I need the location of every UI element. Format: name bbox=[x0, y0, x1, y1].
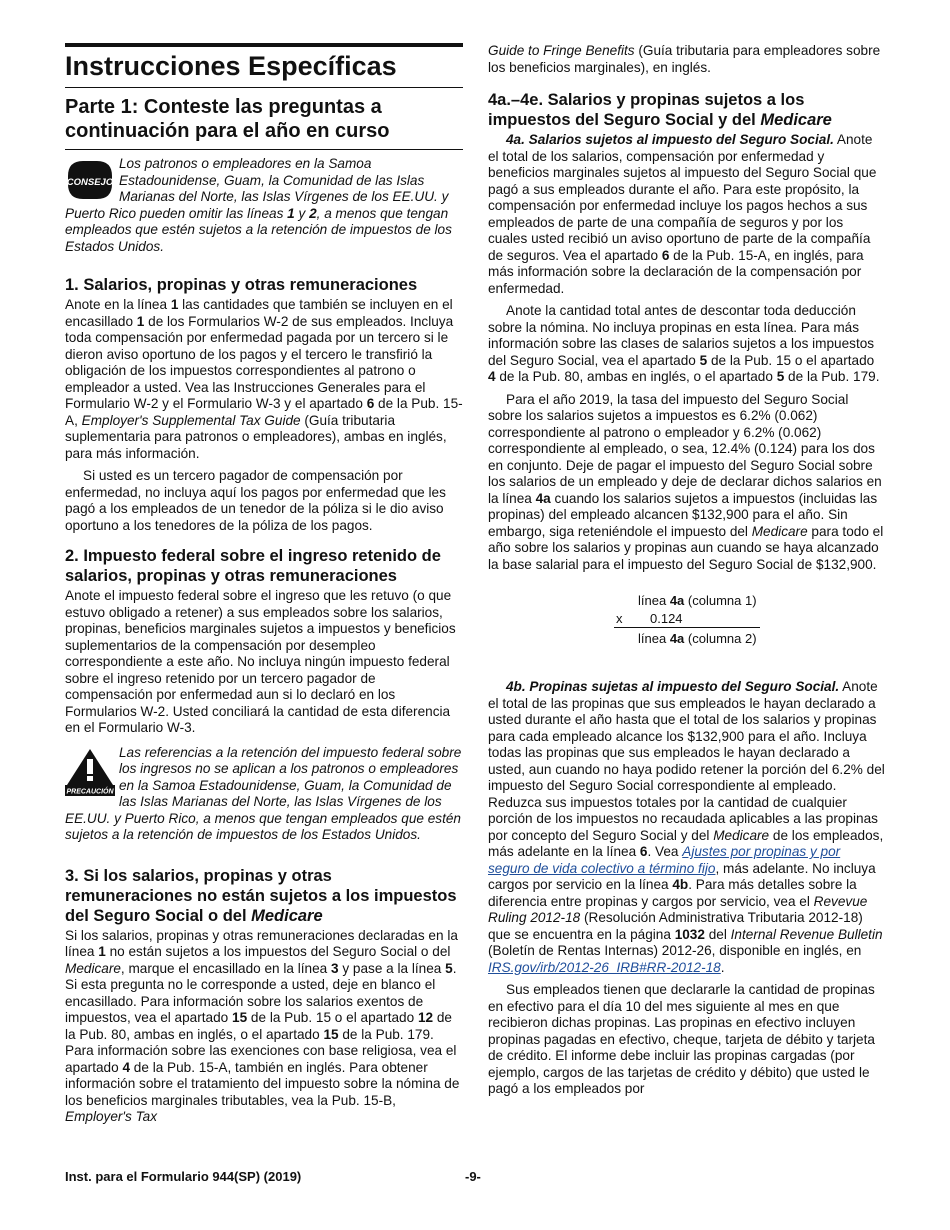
tip-line-2: 2 bbox=[309, 205, 317, 221]
section-3-continuation: Guide to Fringe Benefits (Guía tributaria para empleadores sobre los beneficios marginales), en inglés. bbox=[488, 43, 881, 75]
left-column bbox=[65, 0, 463, 1132]
caution-icon bbox=[65, 747, 115, 797]
tip-text: Los patronos o empleadores en la Samoa Estadounidense, Guam, la Comunidad de las Islas Marianas del Norte, las Islas Vírgenes de los EE.UU. y Puerto Rico pueden omitir las líneas bbox=[65, 156, 449, 221]
tip-icon bbox=[65, 158, 115, 202]
tip-note bbox=[65, 156, 463, 255]
calc-row-3: línea 4a (columna 2) bbox=[638, 631, 757, 646]
section-4a-paragraph-2: Anote la cantidad total antes de descontar toda deducción sobre la nómina. No incluya propinas en esta línea. Para más información sobre las clases de salarios sujetos a los impuestos del Seguro Social, vea el apartado 5 de la Pub. 15 o el apartado 4 de la Pub. 80, ambas en inglés, o el apartado 5 de la Pub. 179. bbox=[488, 303, 880, 384]
caution-note bbox=[65, 745, 463, 844]
part-divider bbox=[65, 149, 463, 150]
title-divider bbox=[65, 87, 463, 88]
section-1-paragraph-2: Si usted es un tercero pagador de compensación por enfermedad, no incluya aquí los pagos por enfermedad que les pagó a los empleados de un tenedor de la póliza si le dio aviso oportuno a los tenedores de la póliza de los pagos. bbox=[65, 468, 446, 533]
tip-end: , a menos que tengan empleados que estén sujetos a la retención de impuestos de los Estados Unidos. bbox=[65, 205, 452, 254]
section-3-paragraph-1: Si los salarios, propinas y otras remuneraciones declaradas en la línea 1 no están sujetos a los impuestos del Seguro Social o del Medicare, marque el encasillado en la línea 3 y pase a la línea 5. Si esta pregunta no le corresponde a usted, deje en blanco el encasillado. Para información sobre los salarios exentos de impuestos, vea el apartado 15 de la Pub. 15 o el apartado 12 de la Pub. 80, ambas en inglés, o el apartado 15 de la Pub. 179. Para información sobre las exenciones con base religiosa, vea el apartado 4 de la Pub. 15-A, también en inglés. Para obtener información sobre el tratamiento del impuesto sobre la nómina de los beneficios marginales tributables, vea la Pub. 15-B, Employer's Tax bbox=[65, 927, 460, 1124]
title-rule bbox=[65, 43, 463, 47]
section-2-paragraph-1: Anote el impuesto federal sobre el ingreso que les retuvo (o que estuvo obligado a retener) a sus empleados sobre los salarios, propinas, beneficios marginales sujetos a impuestos y beneficios suplementarios de la compensación por desempleo correspondiente a este año. No incluya ningún impuesto federal sobre el ingreso retenido por un tercero pagador de compensación por enfermedad aun si lo declaró en los Formularios W-2. Usted conciliará la cantidad de esta diferencia en el Formulario W-3. bbox=[65, 588, 456, 735]
tip-badge-label: CONSEJO bbox=[66, 177, 114, 188]
tip-line-1: 1 bbox=[287, 205, 295, 221]
footer-form-label: Inst. para el Formulario 944(SP) (2019) bbox=[65, 1169, 302, 1184]
calc-operator: x bbox=[616, 611, 623, 626]
section-4b-paragraph-1: 4b. Propinas sujetas al impuesto del Seguro Social. Anote el total de las propinas que sus empleados le hayan declarado a usted durante el año hasta que el total de los salarios y propinas para cada empleado alcance los $132,900 para el año. Incluya todas las propinas que sus empleados le hayan declarado a usted, aun cuando no haya podido retener la porción del 6.2% del impuesto del Seguro Social correspondiente al empleado. Reduzca sus impuestos totales por la cantidad de cualquier porción de los impuestos no recaudada aplicables a las propinas por concepto del Seguro Social y del Medicare de los empleados, más adelante en la línea 6. Vea Ajustes por propinas y por seguro de vida colectivo a término fijo, más adelante. No incluya cargos por servicio en la línea 4b. Para más detalles sobre la diferencia entre propinas y cargos por servicio, vea el Revevue Ruling 2012-18 (Resolución Administrativa Tributaria 2012-18) que se encuentra en la página 1032 del Internal Revenue Bulletin (Boletín de Rentas Internas) 2012-26, disponible en inglés, en IRS.gov/irb/2012-26_IRB#RR-2012-18. bbox=[488, 679, 885, 975]
part-title: Parte 1: Conteste las preguntas a continuación para el año en curso bbox=[65, 96, 390, 142]
section-4b-paragraph-2: Sus empleados tienen que declararle la cantidad de propinas en efectivo para el día 10 del mes siguiente al mes en que recibieron dichas propinas. Las propinas en efectivo incluyen propinas pagadas en efectivo, cheque, tarjeta de débito y tarjeta de crédito. El informe debe incluir las propinas cargadas (por ejemplo, cargos de las tarjetas de crédito y débito) que usted le pagó a los empleados por bbox=[488, 982, 875, 1096]
section-1-paragraph-1: Anote en la línea 1 las cantidades que también se incluyen en el encasillado 1 de los Formularios W-2 de sus empleados. Incluya toda compensación por enfermedad pagada por un tercero si le dieron aviso oportuno de los pagos y el tercero le transfirió la obligación de los impuestos correspondientes al patrono o empleador a usted. Vea las Instrucciones Generales para el Formulario W-2 y el Formulario W-3 y el apartado 6 de la Pub. 15-A, Employer's Supplemental Tax Guide (Guía tributaria suplementaria para patronos o empleadores), ambas en inglés, para más información. bbox=[65, 297, 463, 461]
section-3-heading: 3. Si los salarios, propinas y otras remuneraciones no están sujetos a los impuestos del Seguro Social o del Medicare bbox=[65, 866, 457, 925]
tip-mid: y bbox=[294, 205, 310, 221]
footer-page-number: -9- bbox=[465, 1169, 481, 1184]
section-2-heading: 2. Impuesto federal sobre el ingreso retenido de salarios, propinas y otras remuneraciones bbox=[65, 547, 441, 585]
caution-badge-label: PRECAUCIÓN bbox=[66, 788, 114, 795]
caution-text: Las referencias a la retención del impuesto federal sobre los ingresos no se aplican a los patronos o empleadores en la Samoa Estadounidense, Guam, la Comunidad de las Islas Marianas del Norte, las Islas Vírgenes de los EE.UU. y Puerto Rico, a menos que tengan empleados que estén sujetos a la retención de impuestos de los Estados Unidos. bbox=[65, 744, 462, 842]
calc-line bbox=[614, 627, 760, 628]
calculation-block bbox=[488, 593, 885, 653]
irs-bulletin-link[interactable]: IRS.gov/irb/2012-26_IRB#RR-2012-18 bbox=[488, 959, 721, 975]
main-title: Instrucciones Específicas bbox=[65, 51, 397, 81]
section-4-heading: 4a.–4e. Salarios y propinas sujetos a los impuestos del Seguro Social y del Medicare bbox=[488, 91, 832, 129]
section-4a-paragraph-1: 4a. Salarios sujetos al impuesto del Seguro Social. Anote el total de los salarios, compensación por enfermedad y beneficios marginales sujetos al impuesto del Seguro Social que pagó a sus empleados durante el año. Para este propósito, la compensación por enfermedad incluye los pagos hechos a sus empleados de parte de una compañía de seguros y por los cuales usted recibió un aviso oportuno de parte de la compañía de seguros. Vea el apartado 6 de la Pub. 15-A, en inglés, para más información sobre la declaración de la compensación por enfermedad. bbox=[488, 132, 877, 296]
section-1-heading: 1. Salarios, propinas y otras remuneraciones bbox=[65, 276, 418, 294]
right-column bbox=[488, 43, 885, 1104]
calc-row-1: línea 4a (columna 1) bbox=[638, 593, 757, 608]
tips-adjustment-link[interactable]: Ajustes por propinas y por seguro de vida colectivo a término fijo bbox=[488, 844, 841, 876]
section-4a-paragraph-3: Para el año 2019, la tasa del impuesto del Seguro Social sobre los salarios sujetos a impuestos es 6.2% (0.062) correspondiente al patrono o empleador y 6.2% (0.062) correspondiente al empleado, o sea, 12.4% (0.124) para los dos en conjunto. Deje de pagar el impuesto del Seguro Social sobre los salarios de un empleado y deje de declarar dichos salarios en la línea 4a cuando los salarios sujetos a impuestos (incluidas las propinas) del empleado alcancen $132,900 para el año. Sin embargo, siga reteniéndole el impuesto del Medicare para todo el año sobre los salarios y propinas aun cuando se haya alcanzado la base salarial para el impuesto del Seguro Social de $132,900. bbox=[488, 391, 884, 572]
calc-rate: 0.124 bbox=[650, 611, 683, 626]
